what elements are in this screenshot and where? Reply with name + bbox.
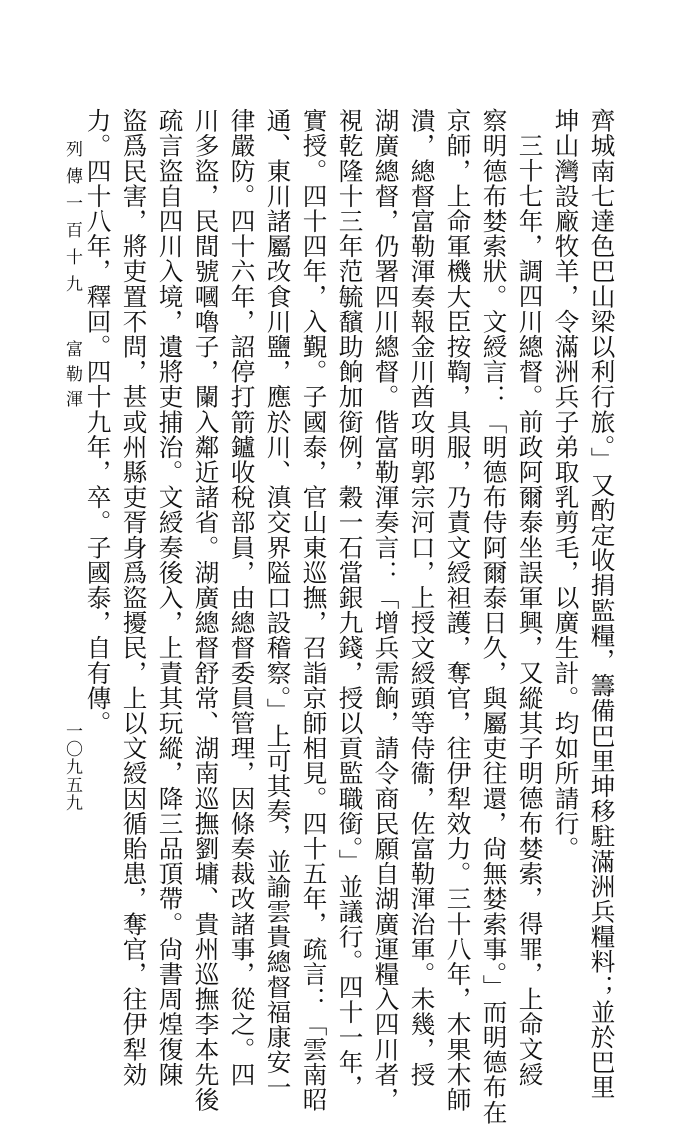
text-column-13: 疏言盜自四川入境，遺將吏捕治。文綬奏後入，上責其玩縱，降三品頂帶。尙書周煌復陳 xyxy=(155,108,185,1087)
text-column-6: 潰，總督富勒渾奏報金川酋攻明郭宗河口，上授文綬頭等侍衞，佐富勒渾治軍。未幾，授 xyxy=(407,108,437,1087)
running-head-name: 富勒渾 xyxy=(62,340,82,415)
text-column-7: 湖廣總督，仍署四川總督。偕富勒渾奏言：「增兵需餉，請令商民願自湖廣運糧入四川者， xyxy=(371,108,401,1112)
text-column-10: 通、東川諸屬改食川鹽，應於川、滇交界隘口設稽察。」上可其奏，並諭雲貴總督福康安一 xyxy=(263,108,293,1100)
text-column-1: 齊城南七達色巴山梁以利行旅。」又酌定收捐監糧，籌備巴里坤移駐滿洲兵糧料；並於巴里 xyxy=(587,108,617,1100)
text-column-4: 察明德布婪索狀。文綬言：「明德布侍阿爾泰日久，與屬吏往還，尙無婪索事。」而明德布在 xyxy=(479,108,509,1125)
text-column-8: 視乾隆十三年范毓馪助餉加銜例，穀一石當銀九錢，授以貢監職銜。」並議行。四十一年， xyxy=(335,108,365,1100)
text-column-15: 力。四十八年，釋回。四十九年，卒。子國泰，自有傳。 xyxy=(83,108,113,736)
text-column-2: 坤山灣設廠牧羊，令滿洲兵子弟取乳剪毛，以廣生計。均如所請行。 xyxy=(551,108,581,861)
page-number: 一〇九五九 xyxy=(62,722,82,812)
text-column-11: 律嚴防。四十六年，詔停打箭鑪收稅部員，由總督委員管理，因條奏裁改諸事，從之。四 xyxy=(227,108,257,1087)
text-column-9: 實授。四十四年，入覲。子國泰，官山東巡撫，召詣京師相見。四十五年，疏言：「雲南昭 xyxy=(299,108,329,1112)
text-column-3: 三十七年，調四川總督。前政阿爾泰坐誤軍興，又縱其子明德布婪索，得罪，上命文綬 xyxy=(515,133,545,1087)
running-head-volume: 列傳一百十九 xyxy=(62,140,82,302)
text-column-5: 京師，上命軍機大臣按鞫，具服，乃責文綬袒護，奪官，往伊犁效力。三十八年，木果木師 xyxy=(443,108,473,1112)
text-column-14: 盜爲民害，將吏置不問，甚或州縣吏胥身爲盜擾民，上以文綬因循貽患，奪官，往伊犁効 xyxy=(119,108,149,1087)
text-column-12: 川多盜，民間號嘓嚕子，闌入鄰近諸省。湖廣總督舒常、湖南巡撫劉墉、貴州巡撫李本先後 xyxy=(191,108,221,1112)
